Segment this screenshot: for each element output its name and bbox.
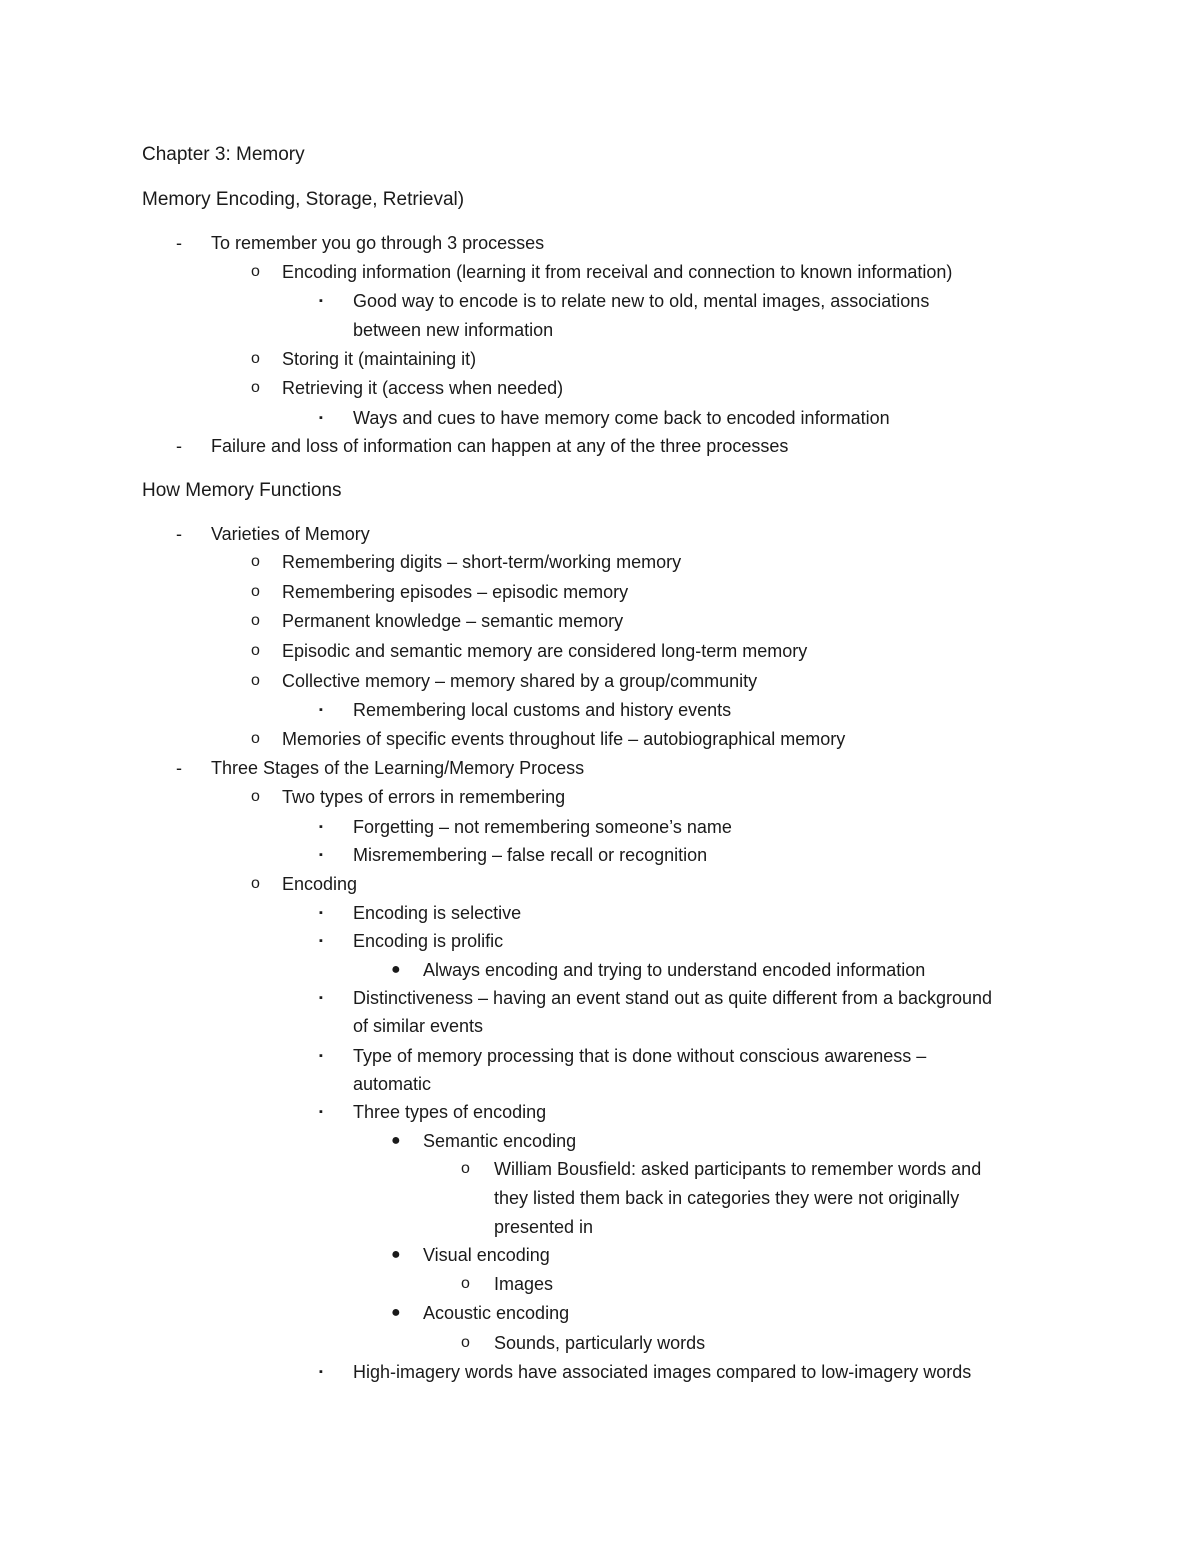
list-item: Permanent knowledge – semantic memory	[282, 611, 624, 631]
bullet-marker: o	[251, 642, 260, 659]
bullet-marker: o	[251, 583, 260, 600]
list-item: Remembering digits – short-term/working memory	[282, 552, 682, 572]
list-item: Distinctiveness – having an event stand out as quite different from a background	[353, 988, 993, 1008]
list-item: William Bousfield: asked participants to remember words and	[494, 1159, 982, 1179]
list-item: Varieties of Memory	[211, 524, 370, 544]
list-item-continuation: of similar events	[353, 1016, 484, 1036]
bullet-marker: ●	[391, 961, 401, 978]
list-item-continuation: presented in	[494, 1217, 594, 1237]
list-item: Memories of specific events throughout life – autobiographical memory	[282, 729, 846, 749]
list-item: Misremembering – false recall or recognition	[353, 845, 708, 865]
bullet-marker: o	[251, 730, 260, 747]
bullet-marker: o	[251, 612, 260, 629]
bullet-marker: ▪	[319, 704, 323, 716]
bullet-marker: o	[251, 875, 260, 892]
bullet-marker: ▪	[319, 295, 323, 307]
list-item: Collective memory – memory shared by a group/community	[282, 671, 758, 691]
list-item: Remembering local customs and history events	[353, 700, 732, 720]
list-item: Good way to encode is to relate new to old, mental images, associations	[353, 291, 930, 311]
list-item: Two types of errors in remembering	[282, 787, 566, 807]
list-item: To remember you go through 3 processes	[211, 233, 545, 253]
list-item: Three types of encoding	[353, 1102, 547, 1122]
bullet-marker: o	[251, 553, 260, 570]
bullet-marker: o	[461, 1160, 470, 1177]
list-item: High-imagery words have associated images compared to low-imagery words	[353, 1362, 972, 1382]
list-item-continuation: between new information	[353, 320, 554, 340]
list-item: Episodic and semantic memory are considered long-term memory	[282, 641, 808, 661]
bullet-marker: ●	[391, 1132, 401, 1149]
bullet-marker: o	[251, 263, 260, 280]
bullet-marker: ▪	[319, 821, 323, 833]
bullet-marker: -	[176, 758, 182, 778]
list-item: Remembering episodes – episodic memory	[282, 582, 629, 602]
bullet-marker: ▪	[319, 1106, 323, 1118]
list-item: Failure and loss of information can happen at any of the three processes	[211, 436, 789, 456]
list-item: Encoding is prolific	[353, 931, 504, 951]
bullet-marker: ▪	[319, 1366, 323, 1378]
bullet-marker: ▪	[319, 907, 323, 919]
bullet-marker: ▪	[319, 1050, 323, 1062]
bullet-marker: o	[251, 379, 260, 396]
bullet-marker: o	[251, 788, 260, 805]
bullet-marker: ▪	[319, 849, 323, 861]
list-item: Storing it (maintaining it)	[282, 349, 477, 369]
list-item: Ways and cues to have memory come back to encoded information	[353, 408, 890, 428]
bullet-marker: ▪	[319, 412, 323, 424]
bullet-marker: o	[461, 1334, 470, 1351]
list-item: Encoding is selective	[353, 903, 522, 923]
section-heading-functions: How Memory Functions	[142, 480, 342, 501]
bullet-marker: ▪	[319, 992, 323, 1004]
list-item: Type of memory processing that is done without conscious awareness –	[353, 1046, 927, 1066]
list-item: Sounds, particularly words	[494, 1333, 706, 1353]
list-item: Visual encoding	[423, 1245, 550, 1265]
bullet-marker: -	[176, 436, 182, 456]
list-item-continuation: automatic	[353, 1074, 432, 1094]
list-item: Acoustic encoding	[423, 1303, 570, 1323]
list-item: Encoding	[282, 874, 358, 894]
bullet-marker: o	[251, 350, 260, 367]
document-title: Chapter 3: Memory	[142, 144, 305, 165]
bullet-marker: ▪	[319, 935, 323, 947]
list-item-continuation: they listed them back in categories they were not originally	[494, 1188, 960, 1208]
list-item: Images	[494, 1274, 554, 1294]
section-heading-encoding: Memory Encoding, Storage, Retrieval)	[142, 189, 465, 210]
list-item: Forgetting – not remembering someone’s name	[353, 817, 732, 837]
bullet-marker: ●	[391, 1304, 401, 1321]
bullet-marker: o	[461, 1275, 470, 1292]
list-item: Retrieving it (access when needed)	[282, 378, 564, 398]
bullet-marker: o	[251, 672, 260, 689]
list-item: Semantic encoding	[423, 1131, 577, 1151]
list-item: Encoding information (learning it from receival and connection to known information)	[282, 262, 953, 282]
list-item: Three Stages of the Learning/Memory Process	[211, 758, 585, 778]
bullet-marker: -	[176, 524, 182, 544]
bullet-marker: -	[176, 233, 182, 253]
bullet-marker: ●	[391, 1246, 401, 1263]
list-item: Always encoding and trying to understand encoded information	[423, 960, 926, 980]
